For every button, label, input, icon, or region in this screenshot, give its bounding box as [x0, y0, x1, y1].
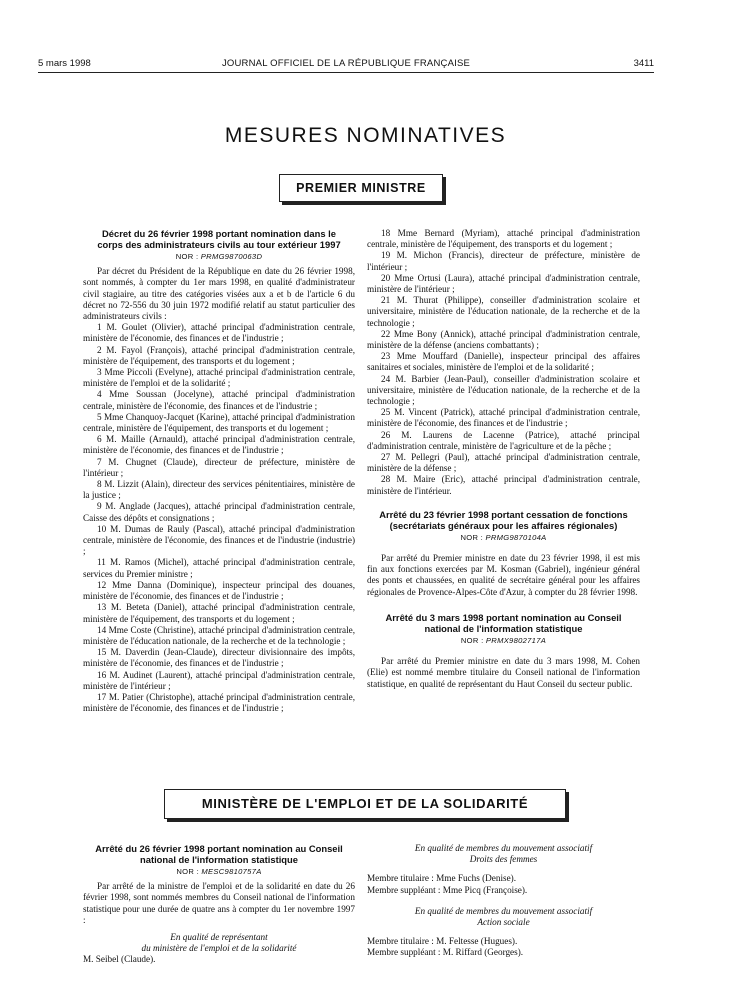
section-title-premier-ministre: PREMIER MINISTRE: [279, 174, 443, 202]
nominee-entry: 26 M. Laurens de Lacenne (Patrice), attaché principal d'administration centrale, ministère de l'agriculture et de la pêche ;: [367, 429, 640, 451]
nominee-entry: 5 Mme Chanquoy-Jacquet (Karine), attaché principal d'administration centrale, ministère de l'équipement, des transports et du logement ;: [83, 411, 355, 434]
group1-heading-line2: Droits des femmes: [469, 854, 538, 865]
nominee-entry: 27 M. Pellegri (Paul), attaché principal d'administration centrale, ministère de la défense ;: [367, 452, 640, 474]
group1-titulaire: Membre titulaire : Mme Fuchs (Denise).: [367, 873, 517, 884]
nominee-entry: 10 M. Dumas de Rauly (Pascal), attaché principal d'administration centrale, ministère de l'économie, des finances et de l'industrie (industrie) ;: [83, 523, 355, 557]
page-header: [38, 58, 654, 70]
nominee-entry: 4 Mme Soussan (Jocelyne), attaché principal d'administration centrale, ministère de l'économie, des finances et de l'industrie ;: [83, 389, 355, 411]
nominee-entry: 16 M. Audinet (Laurent), attaché principal d'administration centrale, ministère de l'intérieur ;: [83, 669, 355, 691]
nominee-entry: 24 M. Barbier (Jean-Paul), conseiller d'administration scolaire et universitaire, ministère de l'éducation nationale, de la recherche et de la technologie ;: [367, 373, 640, 407]
group2-suppleant: Membre suppléant : M. Riffard (Georges).: [367, 947, 524, 958]
rep-heading-line1: En qualité de représentant: [170, 932, 268, 943]
group2-heading-line1: En qualité de membres du mouvement associatif: [414, 905, 593, 916]
main-title: MESURES NOMINATIVES: [224, 124, 507, 147]
nominee-entry: 18 Mme Bernard (Myriam), attaché principal d'administration centrale, ministère de l'équipement, des transports et du logement ;: [367, 228, 640, 250]
column-right-section2: [367, 843, 640, 959]
arrete-emploi-text: Par arrêté de la ministre de l'emploi et de la solidarité en date du 26 février 1998, sont nommés membres du Conseil national de l'information statistique pour une durée de quatre ans à compter du 1er novembre 1997 :: [83, 881, 355, 925]
nominee-entry: 6 M. Maille (Arnauld), attaché principal d'administration centrale, ministère de l'économie, des finances et de l'industrie ;: [83, 434, 355, 456]
header-page-number: 3411: [633, 58, 654, 69]
arrete-cessation-heading: Arrêté du 23 février 1998 portant cessation de fonctions (secrétariats généraux pour les affaires régionales): [379, 508, 628, 531]
nominee-entry: 7 M. Chugnet (Claude), directeur de préfecture, ministère de l'intérieur ;: [83, 456, 355, 478]
decree-heading: Décret du 26 février 1998 portant nomination dans le corps des administrateurs civils au tour extérieur 1997: [97, 228, 341, 250]
header-rule: [38, 72, 654, 73]
nominee-entry: 1 M. Goulet (Olivier), attaché principal d'administration centrale, ministère de l'économie, des finances et de l'industrie ;: [83, 322, 355, 344]
nominee-entry: 25 M. Vincent (Patrick), attaché principal d'administration centrale, ministère de l'économie, des finances et de l'industrie ;: [367, 407, 640, 429]
arrete-cessation-nor: NOR : PRMG9870104A: [460, 532, 547, 542]
nominee-entry: 17 M. Patier (Christophe), attaché principal d'administration centrale, ministère de l'économie, des finances et de l'industrie ;: [83, 691, 355, 714]
arrete-cnis-text: Par arrêté du Premier ministre en date du 3 mars 1998, M. Cohen (Elie) est nommé membre titulaire du Conseil national de l'information statistique, en qualité de représentant du Haut Conseil du secteur public.: [367, 656, 640, 689]
nominee-entry: 3 Mme Piccoli (Evelyne), attaché principal d'administration centrale, ministère de l'emploi et de la solidarité ;: [83, 367, 355, 389]
nominee-entry: 22 Mme Bony (Annick), attaché principal d'administration centrale, ministère de la défense (anciens combattants) ;: [367, 328, 640, 351]
column-left-section1: [83, 228, 355, 714]
decree-nor: NOR : PRMG9870063D: [175, 252, 263, 261]
decree-intro: Par décret du Président de la République en date du 26 février 1998, sont nommés, à compter du 1er mars 1998, en qualité d'administrateur civil stagiaire, au titre des catégories visées aux a et b de l'article 6 du décret no 72-556 du 30 juin 1972 modifié relatif au statut particulier des administrateurs civils :: [83, 266, 355, 322]
nominee-entry: 20 Mme Ortusi (Laura), attaché principal d'administration centrale, ministère de l'intérieur ;: [367, 272, 640, 295]
rep-heading-line2: du ministère de l'emploi et de la solidarité: [141, 943, 297, 954]
nominee-entry: 28 M. Maire (Eric), attaché principal d'administration centrale, ministère de l'intérieur.: [367, 474, 640, 496]
nominee-entry: 12 Mme Danna (Dominique), inspecteur principal des douanes, ministère de l'économie, des finances et de l'industrie ;: [83, 579, 355, 602]
decree-paragraphs-right: [367, 228, 640, 497]
arrete-cnis-heading: Arrêté du 3 mars 1998 portant nomination au Conseil national de l'information statistique: [385, 611, 622, 634]
arrete-cnis-nor: NOR : PRMX9802717A: [460, 635, 547, 645]
group2-titulaire: Membre titulaire : M. Feltesse (Hugues).: [367, 936, 518, 947]
arrete-emploi-heading: Arrêté du 26 février 1998 portant nomination au Conseil national de l'information statistique: [95, 843, 343, 865]
section-title-ministere-emploi: MINISTÈRE DE L'EMPLOI ET DE LA SOLIDARITÉ: [164, 789, 566, 819]
group2-heading-line2: Action sociale: [477, 917, 530, 928]
arrete-cessation-text: Par arrêté du Premier ministre en date du 23 février 1998, il est mis fin aux fonctions exercées par M. Kosman (Gabriel), ingénieur général des ponts et chaussées, en qualité de secrétaire général pour les affaires régionales de Provence-Alpes-Côte d'Azur, à compter du 28 février 1998.: [367, 553, 640, 597]
rep-member: M. Seibel (Claude).: [83, 954, 156, 965]
header-journal-title: JOURNAL OFFICIEL DE LA RÉPUBLIQUE FRANÇAISE: [221, 58, 471, 69]
nominee-entry: 14 Mme Coste (Christine), attaché principal d'administration centrale, ministère de l'éducation nationale, de la recherche et de la technologie ;: [83, 624, 355, 646]
nominee-entry: 9 M. Anglade (Jacques), attaché principal d'administration centrale, Caisse des dépôts et consignations ;: [83, 501, 355, 523]
header-date: 5 mars 1998: [38, 58, 91, 69]
arrete-emploi-nor: NOR : MESC9810757A: [176, 867, 262, 876]
nominee-entry: 2 M. Fayol (François), attaché principal d'administration centrale, ministère de l'équipement, des transports et du logement ;: [83, 344, 355, 366]
nominee-entry: 23 Mme Mouffard (Danielle), inspecteur principal des affaires sanitaires et sociales, ministère de l'emploi et de la solidarité ;: [367, 351, 640, 373]
column-left-section2: [83, 843, 355, 966]
nominee-entry: 13 M. Beteta (Daniel), attaché principal d'administration centrale, ministère de l'équipement, des transports et du logement ;: [83, 602, 355, 624]
nominee-entry: 19 M. Michon (Francis), directeur de préfecture, ministère de l'intérieur ;: [367, 250, 640, 272]
nominee-entry: 21 M. Thurat (Philippe), conseiller d'administration scolaire et universitaire, ministère de l'éducation nationale, de la recherche et de la technologie ;: [367, 295, 640, 328]
nominee-entry: 11 M. Ramos (Michel), attaché principal d'administration centrale, services du Premier ministre ;: [83, 557, 355, 579]
column-right-section1: [367, 228, 640, 690]
decree-paragraphs-left: [83, 266, 355, 714]
group1-suppleant: Membre suppléant : Mme Picq (Françoise).: [367, 884, 528, 895]
nominee-entry: 8 M. Lizzit (Alain), directeur des services pénitentiaires, ministère de la justice ;: [83, 479, 355, 501]
nominee-entry: 15 M. Daverdin (Jean-Claude), directeur divisionnaire des impôts, ministère de l'économie, des finances et de l'industrie ;: [83, 647, 355, 669]
group1-heading-line1: En qualité de membres du mouvement associatif: [414, 843, 593, 853]
